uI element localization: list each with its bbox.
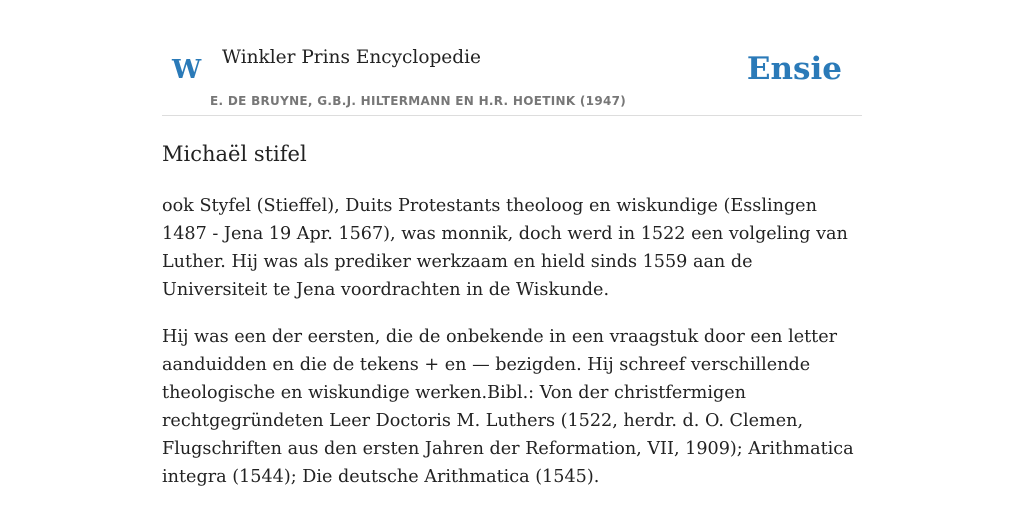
- article-paragraph-1: ook Styfel (Stieffel), Duits Protestants theoloog en wiskundige (Esslingen 1487 - Jena 19 Apr. 1567), was monnik, doch werd in 1522 een volgeling van Luther. Hij was als prediker werkzaam en hield sinds 1559 aan de Universiteit te Jena voordrachten in de Wiskunde.: [162, 196, 848, 300]
- source-authors: E. DE BRUYNE, G.B.J. HILTERMANN EN H.R. HOETINK (1947): [210, 94, 627, 108]
- article-paragraph-2: Hij was een der eersten, die de onbekende in een vraagstuk door een letter aanduidden en die de tekens + en — bezigden. Hij schreef verschillende theologische en wiskundige werken.Bibl.: Von der christfermigen rechtgegründeten Leer Doctoris M. Luthers (1522, herdr. d. O. Clemen, Flugschriften aus den ersten Jahren der Reformation, VII, 1909); Arithmatica integra (1544); Die deutsche Arithmatica (1545).: [162, 327, 854, 487]
- source-title[interactable]: Winkler Prins Encyclopedie: [222, 47, 481, 68]
- page-header: [162, 0, 862, 116]
- article: [162, 138, 862, 510]
- article-title: Michaël stifel: [162, 142, 307, 166]
- ensie-logo[interactable]: Ensie: [746, 51, 842, 87]
- winkler-prins-logo[interactable]: W: [172, 55, 202, 85]
